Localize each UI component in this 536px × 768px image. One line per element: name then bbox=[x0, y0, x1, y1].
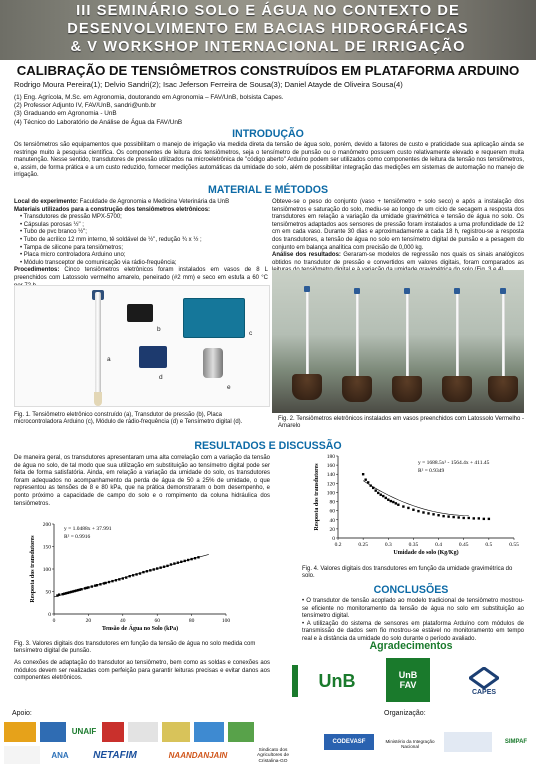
y-tick-label: 80 bbox=[329, 499, 335, 506]
tensiometer-rod bbox=[356, 292, 359, 382]
fig3-svg bbox=[22, 518, 232, 638]
tensiometer-rod bbox=[456, 292, 459, 382]
data-point bbox=[180, 561, 182, 563]
data-point bbox=[442, 515, 444, 517]
sponsor-logo bbox=[228, 722, 254, 742]
data-point bbox=[377, 492, 379, 494]
x-tick-label: 40 bbox=[120, 618, 126, 624]
data-point bbox=[122, 577, 124, 579]
organizacao-label: Organização: bbox=[384, 710, 426, 717]
list-item: • Módulo transceptor de comunicação via rádio-frequência; bbox=[20, 260, 268, 268]
unb-logo-text: UnB bbox=[318, 670, 356, 691]
soil-pot bbox=[442, 376, 472, 402]
materials-label: Materiais utilizados para a construção dos tensiômetros eletrônicos: bbox=[14, 206, 211, 213]
data-point bbox=[375, 489, 377, 491]
data-point bbox=[437, 514, 439, 516]
data-point bbox=[395, 502, 397, 504]
intro-text: Os tensiômetros são equipamentos que possibilitam o manejo de irrigação via medida direta da tensão de água solo, porém, devido a fatores de custo e praticidade sua aplicação ainda se restringe muito à pesquisa científica. Os componentes de leitura dos tensiômetros, seja o tensímetro de punsão ou o manômetro possuem custo relativamente elevado e requerem muita manutenção. Nesse sentido, transdutores de pressão utilizados na microeletrônica de "código aberto" Arduíno podem ser utilizados como componentes de leitura da tensão nos tensiômetros, e, assim, de forma prática e a um custo reduzido, fornecer medições automáticas da umidade do solo, além de possibilitar integração das medições em sistemas de automação no manejo de irrigação. bbox=[14, 142, 524, 179]
data-point bbox=[372, 487, 374, 489]
intro-heading: INTRODUÇÃO bbox=[232, 128, 304, 140]
fig4-caption: Fig. 4. Valores digitais dos transdutores em função da umidade gravimétrica do solo. bbox=[302, 566, 513, 580]
netafim-logo: NETAFIM bbox=[93, 749, 137, 761]
rf-module bbox=[139, 346, 167, 368]
x-axis-label: Umidade do solo (Kg/Kg) bbox=[393, 550, 459, 556]
r-squared: R² = 0.9916 bbox=[64, 534, 91, 540]
affiliation-1: (1) Eng. Agrícola, M.Sc. em Agronomia, doutorando em Agronomia – FAV/UnB, bolsista Capes. bbox=[14, 94, 284, 101]
data-point bbox=[452, 516, 454, 518]
apoio-logos bbox=[2, 718, 302, 766]
results-heading: RESULTADOS E DISCUSSÃO bbox=[194, 440, 342, 452]
y-tick-label: 150 bbox=[42, 544, 51, 551]
tensiometer-rod bbox=[306, 290, 309, 380]
data-point bbox=[156, 567, 158, 569]
y-tick-label: 140 bbox=[326, 472, 335, 479]
simpaf-logo: SIMPAF bbox=[504, 738, 528, 745]
y-tick-label: 40 bbox=[329, 517, 335, 524]
data-point bbox=[385, 497, 387, 499]
data-point bbox=[135, 573, 137, 575]
photo-label-e: e bbox=[227, 384, 231, 391]
data-point bbox=[91, 585, 93, 587]
org-logo bbox=[444, 732, 492, 752]
fig1-caption: Fig. 1. Tensiômetro eletrônico construído (a), Transdutor de pressão (b), Placa microcontroladora Arduino (c), Módulo de rádio-frequência (d) e Tensímetro digital (d). bbox=[14, 412, 243, 426]
tensiometer-rod bbox=[502, 292, 505, 382]
list-item: • Tubo de acrílico 12 mm interno, tê soldável de ½", redução ¾ x ½ ; bbox=[20, 237, 268, 245]
capes-logo-text: CAPES bbox=[471, 688, 497, 696]
digital-tensimeter bbox=[203, 348, 223, 378]
acknowledgments-heading: Agradecimentos bbox=[369, 640, 453, 652]
affiliations bbox=[14, 94, 284, 127]
data-point bbox=[397, 504, 399, 506]
tensiometer-rod bbox=[406, 292, 409, 382]
data-point bbox=[488, 518, 490, 520]
data-point bbox=[447, 515, 449, 517]
sponsor-logo bbox=[4, 746, 40, 764]
data-point bbox=[422, 511, 424, 513]
x-axis-label: Tensão de Água no Solo (kPa) bbox=[101, 626, 179, 632]
data-point bbox=[412, 509, 414, 511]
data-point bbox=[407, 507, 409, 509]
event-banner bbox=[0, 0, 536, 60]
local-text: Faculdade de Agronomia e Medicina Veterinária da UnB bbox=[78, 199, 230, 205]
data-point bbox=[478, 517, 480, 519]
unaif-logo: UNAIF bbox=[71, 726, 97, 736]
data-point bbox=[118, 578, 120, 580]
fig4-chart bbox=[300, 452, 522, 562]
fig3-chart bbox=[22, 518, 232, 638]
local-label: Local do experimento: bbox=[14, 199, 79, 205]
fig3-caption: Fig. 3. Valores digitais dos transdutores em função da tensão de água no solo medida com tensímetro digital de punsão. bbox=[14, 641, 256, 655]
ministerio-logo: Ministério da Integração Nacional bbox=[385, 738, 435, 749]
list-item: • Cápsulas porosas ½" ; bbox=[20, 222, 268, 230]
sponsor-logo bbox=[162, 722, 190, 742]
analysis-text: Geraram-se modelos de regressão nos quais os sinais analógicos obtidos no transdutor de pressão e convertidos em valores digitais, foram comparados as bbox=[272, 252, 524, 266]
fav-logo bbox=[386, 658, 430, 702]
soil-pot bbox=[292, 374, 322, 400]
x-tick-label: 0.4 bbox=[435, 542, 443, 548]
x-tick-label: 0.2 bbox=[334, 542, 342, 548]
x-tick-label: 0.45 bbox=[458, 542, 469, 548]
y-tick-label: 100 bbox=[42, 567, 51, 573]
tensiometer-tube bbox=[95, 292, 101, 404]
tensiometer-cap bbox=[500, 288, 506, 294]
naandanjain-logo: NAANDANJAIN bbox=[168, 750, 228, 760]
sponsor-logo bbox=[194, 722, 224, 742]
x-tick-label: 80 bbox=[188, 618, 195, 624]
data-point bbox=[197, 556, 199, 558]
results-text-2: As conexões de adaptação do transdutor ao tensiômetro, bem como as soldas e conexões aos módulos devem ser realizadas com perfeição para garantir leituras precisas e evitar danos aos componentes eletrônicos. bbox=[14, 660, 270, 682]
data-point bbox=[149, 569, 151, 571]
data-point bbox=[99, 583, 101, 585]
fig2-caption: Fig. 2. Tensiômetros eletrônicos instalados em vasos preenchidos com Latossolo Vermelho - Amarelo bbox=[278, 416, 525, 430]
organizacao-logos bbox=[304, 718, 536, 766]
x-tick-label: 0 bbox=[52, 618, 56, 624]
data-point bbox=[184, 560, 186, 562]
x-tick-label: 20 bbox=[85, 618, 92, 624]
data-point bbox=[382, 495, 384, 497]
data-point bbox=[427, 512, 429, 514]
conclusions-list bbox=[302, 598, 524, 644]
x-tick-label: 0.55 bbox=[509, 542, 519, 548]
data-point bbox=[463, 517, 465, 519]
data-point bbox=[111, 580, 113, 582]
photo-label-b: b bbox=[157, 326, 161, 333]
list-item: • Placa micro controladora Arduino uno; bbox=[20, 252, 268, 260]
poster-title: CALIBRAÇÃO DE TENSIÔMETROS CONSTRUÍDOS EM PLATAFORMA ARDUINO bbox=[16, 63, 520, 78]
y-axis-label: Resposta dos transdutores bbox=[30, 535, 36, 603]
soil-pot bbox=[488, 376, 518, 402]
data-point bbox=[87, 586, 89, 588]
data-point bbox=[128, 575, 130, 577]
data-point bbox=[364, 478, 366, 480]
analysis-label: Análise dos resultados: bbox=[272, 252, 341, 259]
data-point bbox=[125, 576, 127, 578]
tensiometer-cap bbox=[454, 288, 460, 294]
list-item: • Transdutores de pressão MPX-5700; bbox=[20, 214, 268, 222]
methods-right-text: Obteve-se o peso do conjunto (vaso + tensiômetro + solo seco) e após a instalação dos tensiômetros e saturação do solo, mediu-se ao longo de um ciclo de secagem a resposta dos transdutores em relação a variação da umidade gravimétrica e tensão de água no solo. Os tensiômetros adaptados aos sensores de pressão foram instalados a uma profundidade de 12 cm em cada vaso. Durante 30 dias e aproximadamente a cada 18 h, registrou-se a resposta dos transdutores, a tensão de água no solo em tensímetro digital de punsão e a pesagem do conjunto em balança analítica com precisão de 0,000 kg. bbox=[272, 199, 524, 251]
affiliation-4: (4) Técnico do Laboratório de Análise de Água da FAV/UnB bbox=[14, 118, 183, 126]
data-point bbox=[390, 500, 392, 502]
procedures-text: Cinco tensiômetros eletrônicos foram instalados em vasos de 8 L preenchidos com Latossolo vermelho amarelo, peneirado (#2 mm) e seco em estufa a 60 °C bbox=[14, 267, 268, 281]
banner-line-3: & V WORKSHOP INTERNACIONAL DE IRRIGAÇÃO bbox=[70, 39, 466, 55]
data-point bbox=[104, 582, 106, 584]
data-point bbox=[80, 588, 82, 590]
x-tick-label: 0.3 bbox=[384, 542, 392, 548]
data-point bbox=[194, 557, 196, 559]
x-tick-label: 0.25 bbox=[358, 542, 368, 548]
y-tick-label: 100 bbox=[326, 490, 335, 497]
unb-logo bbox=[292, 665, 376, 697]
soil-pot bbox=[342, 376, 372, 402]
data-point bbox=[468, 517, 470, 519]
trend-line bbox=[363, 481, 469, 516]
codevasf-logo: CODEVASF bbox=[324, 734, 374, 750]
sponsor-logo bbox=[128, 722, 158, 742]
banner-line-2: DESENVOLVIMENTO EM BACIAS HIDROGRÁFICAS bbox=[67, 21, 469, 37]
trend-equation: y = 1.0488x + 37.991 bbox=[64, 526, 112, 532]
capes-logo bbox=[444, 660, 524, 702]
y-tick-label: 0 bbox=[48, 612, 51, 618]
data-point bbox=[432, 513, 434, 515]
local-line bbox=[14, 199, 268, 207]
data-point bbox=[159, 566, 161, 568]
affiliation-3: (3) Graduando em Agronomia - UnB bbox=[14, 110, 117, 118]
data-point bbox=[170, 563, 172, 565]
data-point bbox=[58, 593, 60, 595]
sponsor-logo bbox=[40, 722, 66, 742]
photo-label-a: a bbox=[107, 356, 111, 363]
y-tick-label: 60 bbox=[329, 508, 335, 515]
data-point bbox=[369, 484, 371, 486]
fav-logo-text: FAV bbox=[399, 680, 417, 690]
data-point bbox=[173, 562, 175, 564]
data-point bbox=[473, 517, 475, 519]
banner-line-1: III SEMINÁRIO SOLO E ÁGUA NO CONTEXTO DE bbox=[76, 3, 460, 19]
tensiometer-cap bbox=[354, 288, 360, 294]
conclusions-heading: CONCLUSÕES bbox=[373, 584, 449, 596]
sponsor-logo bbox=[4, 722, 36, 742]
x-tick-label: 60 bbox=[154, 618, 160, 624]
y-tick-label: 120 bbox=[326, 481, 335, 488]
data-point bbox=[392, 501, 394, 503]
procedures-label: Procedimentos: bbox=[14, 267, 60, 274]
affiliation-2: (2) Professor Adjunto IV, FAV/UnB, sandri@unb.br bbox=[14, 102, 157, 110]
photo-label-c: c bbox=[249, 330, 253, 337]
data-point bbox=[96, 584, 98, 586]
data-point bbox=[177, 562, 179, 564]
methods-heading: MATERIAL E MÉTODOS bbox=[207, 184, 329, 196]
authors: Rodrigo Moura Pereira(1); Delvio Sandri(2); Isac Jeferson Ferreira de Sousa(3); Daniel Atayde de Oliveira Sousa(4) bbox=[14, 80, 403, 89]
porous-capsule bbox=[94, 392, 102, 406]
materials-list bbox=[14, 214, 268, 267]
list-item: • O transdutor de tensão acoplado ao modelo tradicional de tensiômetro mostrou-se eficiente no monitoramento da tensão de água no solo em substituição ao tensímetro digital. bbox=[302, 598, 524, 621]
data-point bbox=[108, 581, 110, 583]
data-point bbox=[139, 572, 141, 574]
fig1-photo bbox=[14, 285, 270, 407]
data-point bbox=[142, 571, 144, 573]
data-point bbox=[367, 481, 369, 483]
list-item: • Tubo de pvc branco ½"; bbox=[20, 229, 268, 237]
trend-equation: y = 1688.5x² - 1564.4x + 411.45 bbox=[418, 460, 490, 466]
sponsor-logo bbox=[102, 722, 124, 742]
data-point bbox=[146, 570, 148, 572]
ana-logo: ANA bbox=[51, 750, 69, 760]
y-tick-label: 200 bbox=[42, 522, 51, 528]
data-point bbox=[132, 574, 134, 576]
data-point bbox=[417, 510, 419, 512]
data-point bbox=[153, 568, 155, 570]
y-tick-label: 160 bbox=[326, 463, 335, 470]
fig2-photo bbox=[272, 270, 524, 413]
data-point bbox=[187, 559, 189, 561]
soil-pot bbox=[392, 376, 422, 402]
x-tick-label: 0.35 bbox=[408, 542, 419, 548]
capes-mark-icon bbox=[469, 667, 499, 689]
tensiometer-cap bbox=[404, 288, 410, 294]
y-axis-label: Resposta dos transdutores bbox=[314, 463, 320, 531]
y-tick-label: 180 bbox=[326, 454, 335, 460]
fig4-svg bbox=[300, 452, 522, 562]
tensiometer-cap bbox=[304, 286, 310, 292]
data-point bbox=[457, 516, 459, 518]
data-point bbox=[387, 499, 389, 501]
data-point bbox=[402, 505, 404, 507]
arduino-board bbox=[183, 298, 245, 338]
x-tick-label: 100 bbox=[221, 618, 231, 624]
x-tick-label: 0.5 bbox=[485, 542, 493, 548]
methods-left-column bbox=[14, 199, 268, 290]
y-tick-label: 20 bbox=[329, 526, 335, 533]
data-point bbox=[380, 494, 382, 496]
data-point bbox=[115, 579, 117, 581]
data-point bbox=[483, 518, 485, 520]
pressure-transducer bbox=[127, 304, 153, 322]
list-item: • A utilização do sistema de sensores em plataforma Arduíno com módulos de transmissão de dados sem fio mostrou-se estável no monitoramento em tempo real e à distância da umidade do solo durante o período avaliado. bbox=[302, 621, 524, 644]
data-point bbox=[166, 565, 168, 567]
data-point bbox=[163, 566, 165, 568]
y-tick-label: 0 bbox=[332, 536, 335, 542]
photo-label-d: d bbox=[159, 374, 163, 381]
r-squared: R² = 0.9349 bbox=[418, 468, 445, 474]
sindicato-logo: Sindicato dos Agricultores de Cristalina-GO bbox=[257, 747, 289, 764]
data-point bbox=[190, 558, 192, 560]
list-item: • Tampa de silicone para tensiômetros; bbox=[20, 245, 268, 253]
results-text: De maneira geral, os transdutores apresentaram uma alta correlação com a variação da tensão de água no solo, de tal modo que sua utilização em substituição ao tensímetro digital pode ser feita de forma satisfatória. Ainda, em relação a variação da umidade do solo, os transdutores foram adequados no acompanhamento da perda de água de 50 a 25% de umidade, o que representou as tensões de 8 e 80 kPa, que na prática demonstraram o bom desempenho, e ponto próximo a capacidade de campo do solo e o rompimento da coluna hidráulica dos tensiômetros. bbox=[14, 455, 270, 507]
data-point bbox=[362, 473, 364, 475]
methods-right-column bbox=[272, 199, 524, 275]
apoio-label: Apoio: bbox=[12, 710, 32, 717]
y-tick-label: 50 bbox=[45, 589, 51, 596]
fav-logo-top: UnB bbox=[398, 670, 418, 680]
